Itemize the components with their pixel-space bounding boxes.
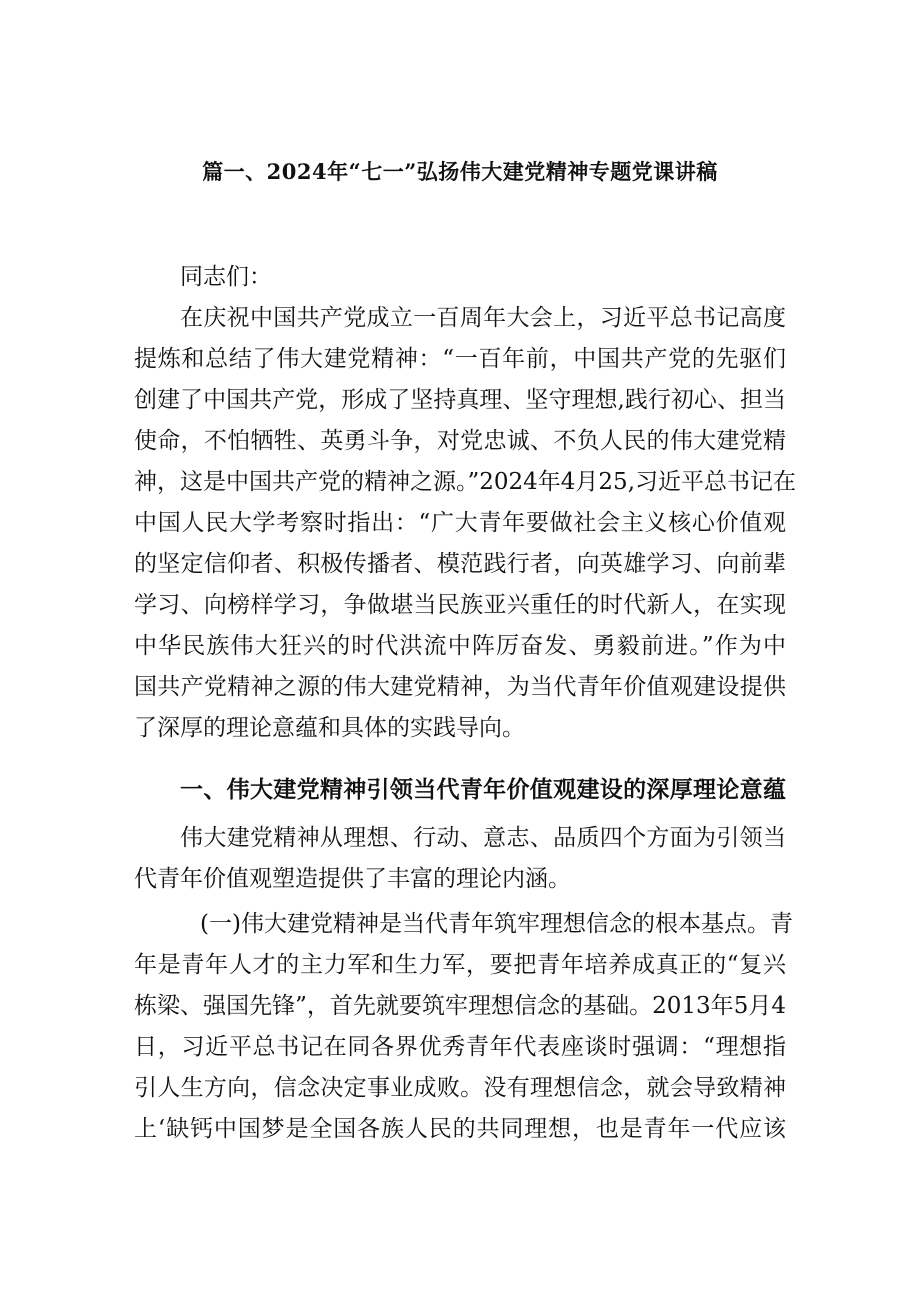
paragraph-line: 中国人民大学考察时指出：“广大青年要做社会主义核心价值观: [134, 510, 786, 536]
document-title: 篇一、2024年“七一”弘扬伟大建党精神专题党课讲稿: [202, 159, 718, 184]
paragraph-line: 引人生方向，信念决定事业成败。没有理想信念，就会导致精神: [134, 1075, 786, 1101]
paragraph-line: 上‘缺钙中国梦是全国各族人民的共同理想，也是青年一代应该: [134, 1116, 786, 1142]
paragraph-line: 国共产党精神之源的伟大建党精神，为当代青年价值观建设提供: [134, 674, 786, 700]
salutation: 同志们：: [180, 264, 272, 290]
paragraph-line: 日，习近平总书记在同各界优秀青年代表座谈时强调：“理想指: [134, 1034, 786, 1060]
paragraph-line: 创建了中国共产党，形成了坚持真理、坚守理想,践行初心、担当: [134, 387, 786, 413]
paragraph-line: 了深厚的理论意蕴和具体的实践导向。: [134, 715, 525, 741]
paragraph-line: 学习、向榜样学习，争做堪当民族亚兴重任的时代新人，在实现: [134, 592, 786, 618]
paragraph-line: 在庆祝中国共产党成立一百周年大会上，习近平总书记高度: [180, 305, 786, 331]
paragraph-line: 的坚定信仰者、积极传播者、模范践行者，向英雄学习、向前辈: [134, 551, 786, 577]
section-heading: 一、伟大建党精神引领当代青年价值观建设的深厚理论意蕴: [180, 776, 786, 803]
paragraph-line: 代青年价值观塑造提供了丰富的理论内涵。: [134, 866, 571, 892]
paragraph-line: 提炼和总结了伟大建党精神：“一百年前，中国共产党的先驱们: [134, 346, 786, 372]
paragraph-line: 中华民族伟大狂兴的时代洪流中阵厉奋发、勇毅前进。”作为中: [134, 633, 786, 659]
paragraph-line: 栋梁、强国先锋”，首先就要筑牢理想信念的基础。2013年5月4: [134, 993, 786, 1019]
paragraph-line: 神，这是中国共产党的精神之源。”2024年4月25,习近平总书记在: [134, 469, 797, 495]
paragraph-line: 年是青年人才的主力军和生力军，要把青年培养成真正的“复兴: [134, 952, 786, 978]
paragraph-line: 使命，不怕牺牲、英勇斗争，对党忠诚、不负人民的伟大建党精: [134, 428, 786, 454]
subsection-line: (一)伟大建党精神是当代青年筑牢理想信念的根本基点。青: [200, 911, 793, 937]
paragraph-line: 伟大建党精神从理想、行动、意志、品质四个方面为引领当: [180, 825, 786, 851]
